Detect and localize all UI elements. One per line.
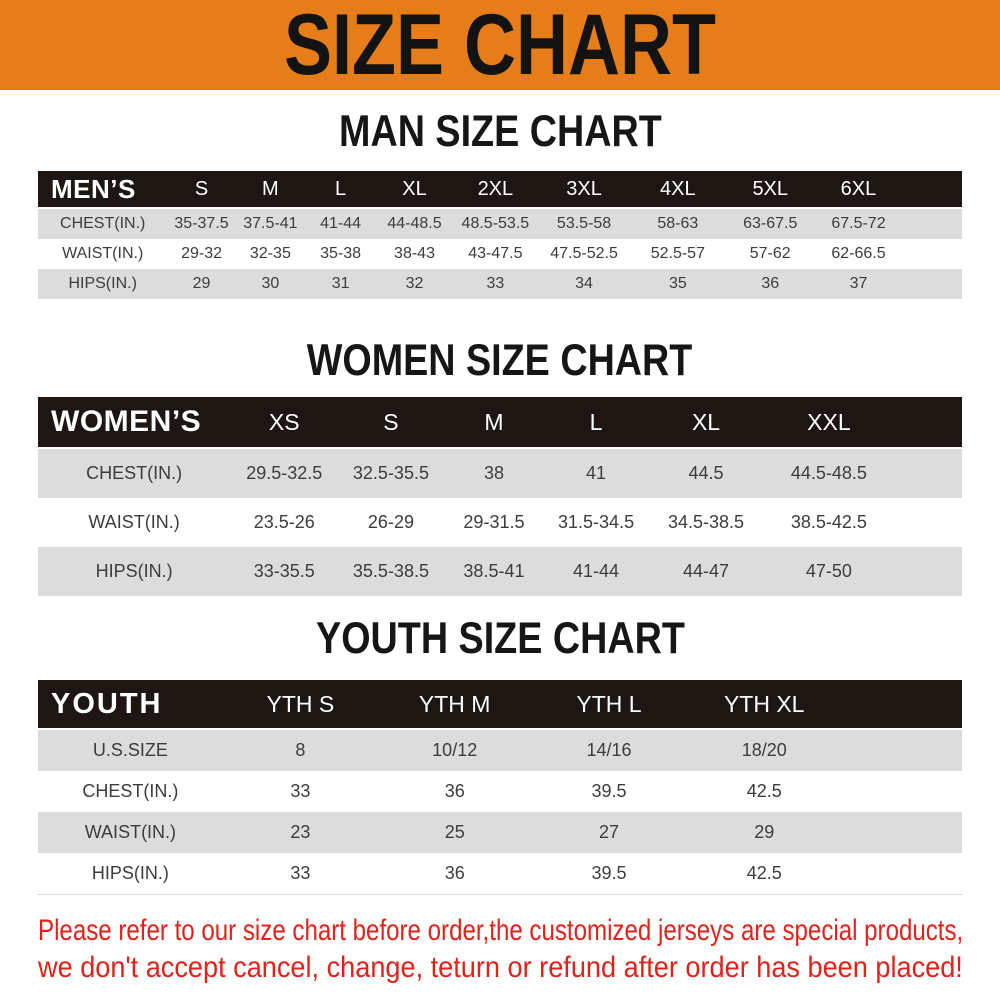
- row-label-cell: CHEST(IN.): [60, 215, 146, 232]
- size-value-cell: 31.5-34.5: [558, 512, 635, 532]
- size-value-cell: 62-66.5: [831, 245, 886, 262]
- table-title-cell: WOMEN’S: [51, 405, 202, 438]
- size-value-cell: 42.5: [746, 781, 782, 801]
- size-value-cell: 29-32: [181, 245, 222, 262]
- size-value-cell: 36: [444, 781, 465, 801]
- table-row: [38, 239, 962, 269]
- size-value-cell: 29.5-32.5: [246, 463, 323, 483]
- youth-size-heading: [0, 614, 1000, 662]
- table-row: [38, 771, 962, 812]
- man-size-heading-text: MAN SIZE CHART: [338, 106, 662, 156]
- table-row: [38, 209, 962, 239]
- column-header-cell: XXL: [807, 408, 851, 435]
- size-value-cell: 32.5-35.5: [352, 463, 429, 483]
- men-size-table: [38, 171, 962, 299]
- women-size-table: [38, 397, 962, 596]
- column-header-cell: 5XL: [752, 177, 789, 200]
- size-value-cell: 42.5: [746, 863, 782, 883]
- table-header-row: [38, 171, 962, 209]
- size-value-cell: 33-35.5: [253, 561, 315, 581]
- size-value-cell: 29: [192, 275, 211, 292]
- size-value-cell: 57-62: [749, 245, 791, 262]
- size-value-cell: 36: [761, 275, 780, 292]
- size-value-cell: 38.5-41: [463, 561, 525, 581]
- row-label-cell: CHEST(IN.): [82, 781, 179, 801]
- column-header-cell: 2XL: [477, 177, 514, 200]
- footer-line-1: Please refer to our size chart before order,the customized jerseys are special products,: [38, 914, 964, 947]
- size-value-cell: 29: [754, 822, 775, 842]
- row-label-cell: WAIST(IN.): [88, 512, 180, 532]
- size-value-cell: 35: [668, 275, 687, 292]
- size-value-cell: 39.5: [591, 781, 627, 801]
- man-size-section: [0, 107, 1000, 299]
- size-value-cell: 32-35: [249, 245, 291, 262]
- table-row: [38, 449, 962, 498]
- column-header-cell: YTH XL: [723, 690, 805, 717]
- size-value-cell: 44-47: [682, 561, 730, 581]
- size-value-cell: 36: [444, 863, 465, 883]
- size-value-cell: 26-29: [367, 512, 414, 532]
- size-value-cell: 37: [849, 275, 868, 292]
- man-size-heading: [0, 107, 1000, 155]
- column-header-cell: YTH M: [418, 690, 491, 717]
- table-row: [38, 498, 962, 547]
- size-value-cell: 34.5-38.5: [667, 512, 745, 532]
- column-header-cell: M: [262, 177, 279, 200]
- column-header-cell: XS: [268, 408, 300, 435]
- row-label-cell: CHEST(IN.): [86, 463, 183, 483]
- size-value-cell: 30: [261, 275, 280, 292]
- column-header-cell: S: [383, 408, 399, 435]
- row-label-cell: WAIST(IN.): [84, 822, 177, 842]
- size-value-cell: 38.5-42.5: [790, 512, 867, 532]
- column-header-cell: YTH S: [266, 690, 335, 717]
- size-value-cell: 44.5: [688, 463, 724, 483]
- size-value-cell: 37.5-41: [243, 215, 298, 232]
- size-value-cell: 44.5-48.5: [790, 463, 867, 483]
- size-value-cell: 67.5-72: [831, 215, 886, 232]
- row-label-cell: U.S.SIZE: [92, 740, 168, 760]
- column-header-cell: L: [589, 408, 603, 435]
- women-size-section: [0, 336, 1000, 596]
- size-value-cell: 52.5-57: [650, 245, 705, 262]
- column-header-cell: M: [484, 408, 504, 435]
- size-value-cell: 27: [598, 822, 620, 842]
- size-value-cell: 31: [331, 275, 350, 292]
- footer-note: [0, 912, 1000, 986]
- row-label-cell: HIPS(IN.): [95, 561, 173, 581]
- column-header-cell: XL: [402, 177, 427, 200]
- size-value-cell: 18/20: [741, 740, 787, 760]
- size-value-cell: 33: [290, 781, 311, 801]
- column-header-cell: 4XL: [660, 177, 696, 200]
- size-value-cell: 25: [444, 822, 465, 842]
- row-label-cell: WAIST(IN.): [62, 245, 144, 262]
- table-row: [38, 730, 962, 771]
- table-title-cell: MEN’S: [51, 173, 136, 204]
- size-value-cell: 8: [295, 740, 306, 760]
- size-value-cell: 63-67.5: [743, 215, 798, 232]
- women-size-heading-text: WOMEN SIZE CHART: [307, 335, 693, 385]
- banner: [0, 0, 1000, 93]
- size-value-cell: 39.5: [591, 863, 627, 883]
- size-value-cell: 33: [486, 275, 505, 292]
- size-value-cell: 47-50: [805, 561, 852, 581]
- women-size-heading: [0, 336, 1000, 384]
- row-label-cell: HIPS(IN.): [68, 275, 137, 292]
- column-header-cell: S: [194, 177, 209, 200]
- size-value-cell: 53.5-58: [556, 215, 612, 232]
- size-value-cell: 34: [575, 275, 593, 292]
- size-value-cell: 48.5-53.5: [461, 215, 530, 232]
- size-value-cell: 14/16: [586, 740, 632, 760]
- size-value-cell: 23: [290, 822, 311, 842]
- banner-title: SIZE CHART: [284, 0, 716, 93]
- table-row: [38, 547, 962, 596]
- column-header-cell: 6XL: [840, 177, 877, 200]
- size-value-cell: 41-44: [573, 561, 620, 581]
- size-value-cell: 58-63: [657, 215, 699, 232]
- youth-size-table: [38, 680, 962, 895]
- youth-size-section: [0, 614, 1000, 895]
- table-title-cell: YOUTH: [51, 687, 163, 720]
- table-row: [38, 853, 962, 894]
- size-value-cell: 47.5-52.5: [550, 245, 618, 262]
- size-value-cell: 23.5-26: [253, 512, 315, 532]
- table-header-row: [38, 680, 962, 730]
- size-value-cell: 32: [405, 275, 424, 292]
- size-value-cell: 38-43: [394, 245, 435, 262]
- column-header-cell: 3XL: [566, 177, 602, 200]
- size-value-cell: 35-38: [320, 245, 362, 262]
- size-value-cell: 35-37.5: [174, 215, 229, 232]
- size-value-cell: 43-47.5: [468, 245, 523, 262]
- table-row: [38, 269, 962, 299]
- size-value-cell: 41-44: [320, 215, 362, 232]
- row-label-cell: HIPS(IN.): [91, 863, 169, 883]
- size-value-cell: 29-31.5: [463, 512, 525, 532]
- size-value-cell: 33: [290, 863, 311, 883]
- table-header-row: [38, 397, 962, 449]
- footer-line-2: we don't accept cancel, change, teturn or refund after order has been placed!: [38, 951, 963, 984]
- youth-size-heading-text: YOUTH SIZE CHART: [315, 613, 685, 663]
- size-value-cell: 35.5-38.5: [352, 561, 429, 581]
- size-value-cell: 10/12: [432, 740, 478, 760]
- size-value-cell: 41: [586, 463, 607, 483]
- size-value-cell: 38: [483, 463, 504, 483]
- column-header-cell: L: [335, 177, 347, 200]
- size-value-cell: 44-48.5: [387, 215, 442, 232]
- column-header-cell: YTH L: [576, 690, 642, 717]
- column-header-cell: XL: [691, 408, 721, 435]
- table-row: [38, 812, 962, 853]
